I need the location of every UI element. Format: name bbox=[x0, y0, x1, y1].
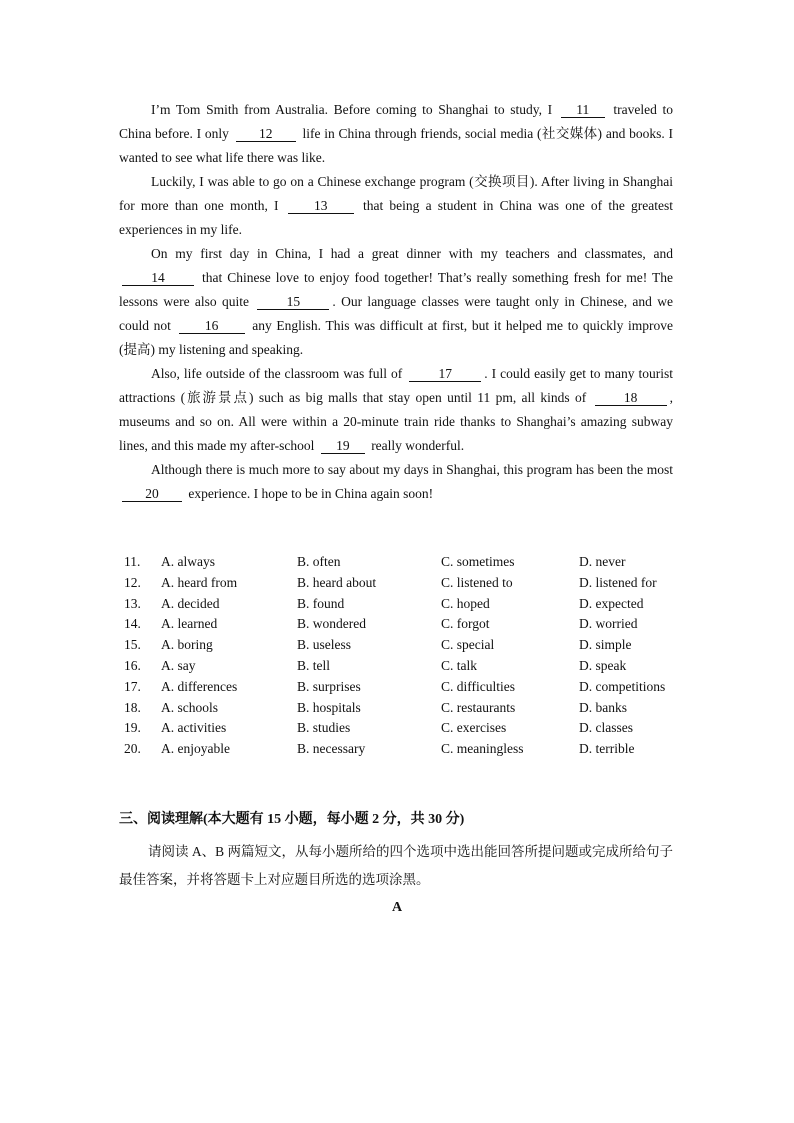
option-b: B. surprises bbox=[297, 678, 361, 694]
option-c: C. special bbox=[441, 637, 495, 653]
option-b: B. tell bbox=[297, 657, 330, 673]
option-b: B. useless bbox=[297, 637, 351, 653]
option-c: C. talk bbox=[441, 657, 477, 673]
option-c: C. hoped bbox=[441, 595, 490, 611]
option-row-20 bbox=[124, 739, 684, 760]
option-row-13 bbox=[124, 594, 684, 615]
question-number: 19. bbox=[124, 720, 141, 736]
option-row-19 bbox=[124, 718, 684, 739]
option-d: D. simple bbox=[579, 637, 632, 653]
option-d: D. never bbox=[579, 554, 626, 569]
option-b: B. studies bbox=[297, 720, 351, 736]
answer-options bbox=[124, 552, 684, 760]
question-number: 11. bbox=[124, 554, 141, 569]
section-3-title: 三、阅读理解(本大题有 15 小题，每小题 2 分，共 30 分) bbox=[119, 812, 465, 827]
option-c: C. meaningless bbox=[441, 741, 524, 757]
option-row-11 bbox=[124, 552, 684, 573]
option-b: B. heard about bbox=[297, 574, 377, 590]
blank-12: 12 bbox=[236, 126, 296, 142]
passage-paragraph-2: Luckily, I was able to go on a Chinese exchange program (交换项目). After living in Shanghai for more than one month, I 13 that being a student in China was one of the greatest experiences in my life. bbox=[119, 174, 674, 237]
option-a: A. say bbox=[161, 657, 196, 673]
option-a: A. heard from bbox=[161, 574, 238, 590]
option-row-12 bbox=[124, 573, 684, 594]
question-number: 17. bbox=[124, 678, 141, 694]
question-number: 13. bbox=[124, 595, 141, 611]
option-d: D. worried bbox=[579, 616, 638, 632]
option-c: C. difficulties bbox=[441, 678, 515, 694]
blank-13: 13 bbox=[288, 198, 354, 214]
option-d: D. classes bbox=[579, 720, 633, 736]
question-number: 18. bbox=[124, 699, 141, 715]
option-row-15 bbox=[124, 635, 684, 656]
blank-20: 20 bbox=[122, 486, 182, 502]
question-number: 20. bbox=[124, 741, 141, 757]
option-a: A. differences bbox=[161, 678, 238, 694]
blank-14: 14 bbox=[122, 270, 194, 286]
option-b: B. hospitals bbox=[297, 699, 361, 715]
option-b: B. wondered bbox=[297, 616, 366, 632]
option-a: A. always bbox=[161, 554, 215, 569]
passage-paragraph-4: Also, life outside of the classroom was full of 17 . I could easily get to many tourist attractions (旅游景点) such as big malls that stay open until 11 pm, all kinds of 18 , museums and so on. All were within a 20-minute train ride thanks to Shanghai’s amazing subway lines, and this made my after-school 19 really wonderful. bbox=[119, 366, 674, 453]
blank-11: 11 bbox=[561, 102, 605, 118]
question-number: 14. bbox=[124, 616, 141, 632]
option-row-18 bbox=[124, 698, 684, 719]
option-b: B. necessary bbox=[297, 741, 366, 757]
option-d: D. expected bbox=[579, 595, 644, 611]
option-a: A. boring bbox=[161, 637, 213, 653]
option-d: D. listened for bbox=[579, 574, 657, 590]
option-c: C. listened to bbox=[441, 574, 513, 590]
instructions-text: 请阅读 A、B 两篇短文，从每小题所给的四个选项中选出能回答所提问题或完成所给句子最佳答案，并将答题卡上对应题目所选的选项涂黑。 bbox=[119, 844, 674, 887]
option-d: D. competitions bbox=[579, 678, 666, 694]
option-a: A. activities bbox=[161, 720, 227, 736]
option-a: A. decided bbox=[161, 595, 220, 611]
option-row-14 bbox=[124, 614, 684, 635]
option-b: B. found bbox=[297, 595, 345, 611]
option-a: A. enjoyable bbox=[161, 741, 230, 757]
question-number: 12. bbox=[124, 574, 141, 590]
section-3-instructions bbox=[119, 838, 679, 894]
option-c: C. restaurants bbox=[441, 699, 516, 715]
passage-a-heading: A bbox=[391, 900, 403, 915]
blank-18: 18 bbox=[595, 390, 667, 406]
blank-16: 16 bbox=[179, 318, 245, 334]
blank-19: 19 bbox=[321, 438, 365, 454]
option-a: A. learned bbox=[161, 616, 218, 632]
option-c: C. forgot bbox=[441, 616, 490, 632]
option-c: C. sometimes bbox=[441, 554, 515, 569]
option-d: D. banks bbox=[579, 699, 627, 715]
option-row-17 bbox=[124, 677, 684, 698]
cloze-passage bbox=[119, 98, 673, 506]
blank-15: 15 bbox=[257, 294, 329, 310]
question-number: 15. bbox=[124, 637, 141, 653]
option-d: D. terrible bbox=[579, 741, 635, 757]
option-b: B. often bbox=[297, 554, 341, 569]
question-number: 16. bbox=[124, 657, 141, 673]
option-c: C. exercises bbox=[441, 720, 507, 736]
blank-17: 17 bbox=[409, 366, 481, 382]
option-row-16 bbox=[124, 656, 684, 677]
option-d: D. speak bbox=[579, 657, 627, 673]
passage-paragraph-5: Although there is much more to say about my days in Shanghai, this program has been the most 20 experience. I hope to be in China again soon! bbox=[119, 458, 673, 506]
passage-paragraph-3: On my first day in China, I had a great dinner with my teachers and classmates, and 14 that Chinese love to enjoy food together! That’s really something fresh for me! The lessons were also quite 15 . Our language classes were taught only in Chinese, and we could not 16 any English. This was difficult at first, but it helped me to quickly improve (提高) my listening and speaking. bbox=[119, 246, 674, 357]
option-a: A. schools bbox=[161, 699, 218, 715]
passage-paragraph-1: I’m Tom Smith from Australia. Before coming to Shanghai to study, I 11 traveled to China before. I only 12 life in China through friends, social media (社交媒体) and books. I wanted to see what life there was like. bbox=[119, 102, 673, 165]
